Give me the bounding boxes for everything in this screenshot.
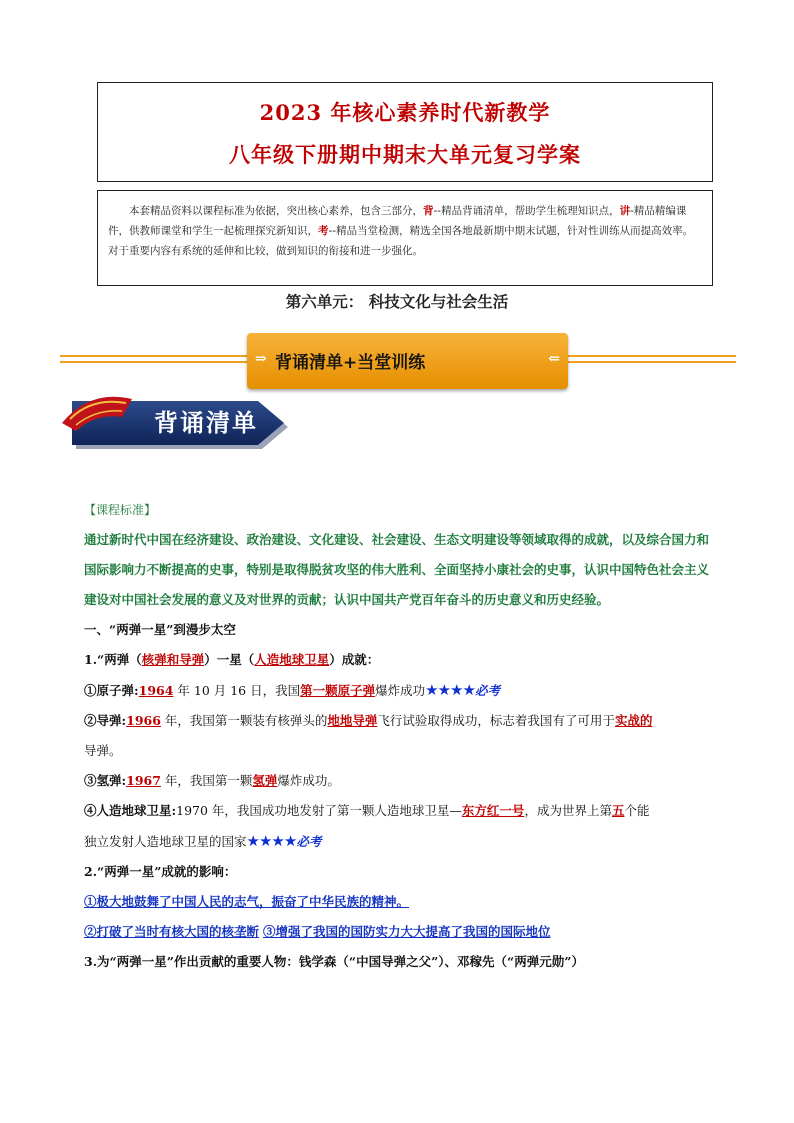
title-box: [97, 82, 713, 182]
arrow-right-icon: ⇒: [255, 351, 267, 367]
section-tab-label: 背诵清单: [154, 408, 258, 437]
item-atomic-bomb: ①原子弹:1964 年 10 月 16 日，我国第一颗原子弹爆炸成功★★★★必考: [84, 681, 500, 699]
item-satellite: ④人造地球卫星:1970 年，我国成功地发射了第一颗人造地球卫星—东方红一号，成为世界上第五个能 独立发射人造地球卫星的国家★★★★必考: [84, 803, 650, 850]
content: [84, 495, 714, 977]
item-missile: ②导弹:1966 年，我国第一颗装有核弹头的地地导弹飞行试验取得成功，标志着我国有了可用于实战的 导弹。: [84, 713, 653, 758]
banner-line-left: [60, 355, 248, 363]
main-title: 2023 年核心素养时代新教学: [259, 100, 551, 125]
star-icon: ★★★★: [246, 832, 297, 850]
intro-keyword-jiang: 讲: [619, 205, 631, 217]
star-icon: ★★★★: [425, 681, 475, 699]
arrow-left-icon: ⇐: [548, 351, 560, 367]
question-1: 1.“两弹（核弹和导弹）一星（人造地球卫星）成就：: [84, 652, 380, 667]
section-tab: [62, 395, 292, 453]
intro-box: [97, 190, 713, 286]
sub-title: 八年级下册期中期末大单元复习学案: [229, 142, 581, 167]
effect-1: ①极大地鼓舞了中国人民的志气，振奋了中华民族的精神。: [84, 894, 410, 909]
standard-text: 通过新时代中国在经济建设、政治建设、文化建设、社会建设、生态文明建设等领域取得的成就，以及综合国力和国际影响力不断提高的史事，特别是取得脱贫攻坚的伟大胜利、全面坚持小康社会的史事，认识中国特色社会主义建设对中国社会发展的意义及对世界的贡献；认识中国共产党百年奋斗的历史意义和历史经验。: [84, 532, 710, 607]
question-2: 2.“两弹一星”成就的影响：: [84, 864, 237, 879]
effect-2-3: ②打破了当时有核大国的核垄断 ③增强了我国的国防实力大大提高了我国的国际地位: [84, 924, 551, 939]
unit-title: 第六单元： 科技文化与社会生活: [285, 292, 509, 311]
intro-text: 本套精品资料以课程标准为依据，突出核心素养，包含三部分，: [129, 205, 423, 217]
section-heading: 一、“两弹一星”到漫步太空: [84, 622, 236, 637]
intro-keyword-kao: 考: [318, 225, 329, 237]
banner-label: 背诵清单+当堂训练: [275, 353, 426, 373]
intro-keyword-bei: 背: [423, 205, 434, 217]
standard-heading: 【课程标准】: [84, 503, 157, 517]
intro-text: -精品精编课件，供教师课堂和学生一起梳理探究新知识，: [108, 205, 687, 237]
question-3: 3.为“两弹一星”作出贡献的重要人物：钱学森（“中国导弹之父”）、邓稼先（“两弹元勋”）: [84, 954, 584, 969]
intro-text: --精品当堂检测，精选全国各地最新期中期末试题，针对性训练从而提高效率。对于重要内容有系统的延伸和比较，做到知识的衔接和进一步强化。: [108, 225, 694, 257]
item-hydrogen-bomb: ③氢弹:1967 年，我国第一颗氢弹爆炸成功。: [84, 773, 340, 788]
section-banner: [247, 333, 568, 389]
intro-text: --精品背诵清单，帮助学生梳理知识点，: [433, 205, 620, 217]
banner-line-right: [568, 355, 736, 363]
